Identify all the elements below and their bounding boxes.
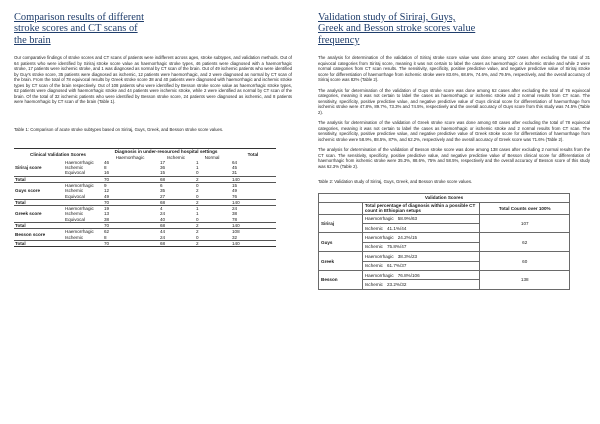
table2-title-row [319,193,570,202]
pct-value: 41.1%/44 [386,225,407,231]
cell: 35 [160,188,166,194]
cell: 45 [232,165,238,171]
pct-label: Ischemic [364,281,383,287]
cell: 16 [104,170,110,176]
cell: 46 [104,159,110,165]
table-row-total [14,240,276,246]
cell: 40 [160,216,166,222]
pct-cell [362,242,480,251]
score-label: Guys [319,233,363,252]
row-label: Haemorrhagic [64,183,102,189]
pct-label: Ischemic [364,225,383,231]
pct-label: Ischemic [364,263,383,269]
cell: 9 [102,183,158,189]
left-heading-line: stroke scores and CT scans of [14,23,138,35]
row-label: Equivocal [65,216,85,222]
table2-header-pct: Total percentage of diagnosis within a possible CT count in Ethiopian setups [362,203,480,215]
cell: 64 [232,159,238,165]
cell: 17 [160,159,166,165]
right-heading-line: Greek and Besson stroke scores value [318,23,476,35]
table1-header-scores: Clinical Validation Scores [14,149,102,160]
cell: 49 [104,193,110,199]
row-label: Haemorrhagic [64,206,102,212]
row-label: Ischemic [65,234,84,240]
cell: 70 [102,240,158,246]
table1-header-diagnosis: Diagnosis in under-resourced hospital settings [102,149,230,155]
table1-caption: Table 1: Comparison of acute stroke subtypes based on Siriraj, Guys, Greek, and Besson stroke score values. [14,126,224,132]
cell: 2 [194,240,230,246]
total-label: Total [14,223,102,229]
cell: 0 [196,170,199,176]
right-body-paragraph: The analysis for determination of the validation of Guys stroke score was done among 62 cases after excluding the total of 76 equivocal categories, meaning it was not certain to label the cases as haemorrhagic or ischemic stroke and 2 normal results from CT scan. The sensitivity, specificity, positive predictive value, and negative predictive value of Guys clinical score for differentiation of haemorrhage from ischemic stroke were 47.8%, 89.7%, 73.3% and 74.5%, respectively and the overall accuracy of Guys score from this study was 74.5% (Table 2). [318,87,590,115]
cell: 15 [230,183,276,189]
cell: 76 [232,193,238,199]
right-column [318,12,590,290]
cell: 24 [160,234,166,240]
right-body-paragraph: The analysis for determination of the validation of Siriraj stroke score value was done among 107 cases after excluding the total of 31 equivocal categories from Siriraj score, meaning it was not certain to label the cases as haemorrhagic or ischemic stroke and while 2 were normal categories from CT scan results. The sensitivity, specificity, positive predictive value, and negative predictive value of Siriraj stroke score for differentiation of haemorrhage from ischemic stroke were 83.6%, 68.6%, 74.6%, and 79.5%, respectively, and the overall accuracy of Siriraj score was 82% (Table 2). [318,55,590,83]
cell: 140 [230,199,276,205]
table-row [319,214,570,223]
cell: 0 [196,193,199,199]
total-cell: 62 [480,233,570,252]
cell: 1 [194,206,230,212]
table2-header-total: Total Counts over 100% [480,203,570,215]
pct-value: 75.8%/47 [386,244,407,250]
cell: 38 [232,211,238,217]
table2-caption: Table 2: Validation study of Siriraj, Guys, Greek, and Besson stroke score values. [318,179,473,185]
cell: 140 [230,240,276,246]
pct-value: 76.8%/106 [397,272,420,278]
score-label: Besson [319,271,363,290]
table2 [318,193,570,290]
pct-label: Haemorrhagic [364,235,394,241]
cell: 13 [104,211,110,217]
cell: 140 [230,176,276,182]
row-label: Ischemic [65,188,84,194]
pct-label: Haemorrhagic [364,272,394,278]
group-label: Siriraj score [15,165,42,171]
table-row [319,252,570,261]
cell: 24 [230,206,276,212]
cell: 2 [196,188,199,194]
group-label: Besson score [14,229,64,241]
pct-cell [362,252,480,261]
table1-header-row [14,149,276,155]
cell: 15 [160,170,166,176]
left-section-heading [14,12,292,46]
total-label: Total [14,199,102,205]
left-heading-line: the brain [14,34,51,46]
cell: 31 [232,170,238,176]
row-label: Equivocal [65,170,85,176]
cell: 24 [160,211,166,217]
table1-subheader: Normal [204,154,220,160]
right-heading-line: Validation study of Siriraj, Guys, [318,12,456,23]
table-row [319,233,570,242]
cell: 0 [194,183,230,189]
pct-value: 58.9%/63 [397,216,418,222]
cell: 1 [196,159,199,165]
cell: 4 [158,206,194,212]
cell: 38 [104,216,110,222]
cell: 140 [230,223,276,229]
pct-cell [362,233,480,242]
cell: 44 [158,229,194,235]
cell: 2 [194,223,230,229]
cell: 6 [158,183,194,189]
cell: 70 [102,199,158,205]
cell: 68 [158,176,194,182]
right-body-paragraph: The analysis for determination of the validation of Greek stroke score was done among 60 cases after excluding the total of 78 equivocal categories, meaning it was not certain to label the cases as haemorrhagic or ischemic stroke and 2 normal results from CT scan. The sensitivity, specificity, positive predictive value, and negative predictive value of Greek stroke score for differentiation of haemorrhage from ischemic stroke were 58.9%, 88.5%, 87%, and 62.2%, respectively and the overall accuracy of Greek score was 71.6% (Table 2). [318,120,590,142]
cell: 49 [232,188,238,194]
cell: 78 [232,216,238,222]
score-label: Greek [319,252,363,271]
table1 [14,148,276,247]
right-heading-line: frequency [318,34,360,46]
cell: 2 [194,229,230,235]
table2-header-row [319,203,570,215]
cell: 0 [196,234,199,240]
row-label: Haemorrhagic [65,159,94,165]
cell: 1 [196,165,199,171]
cell: 1 [196,211,199,217]
table2-title: Validation Scores [319,193,570,202]
cell: 2 [194,176,230,182]
total-cell: 60 [480,252,570,271]
row-label: Ischemic [65,211,84,217]
pct-cell [362,280,480,289]
right-section-heading [318,12,590,46]
group-label: Guys score [14,183,64,200]
total-label: Total [14,240,102,246]
total-label: Total [14,176,102,182]
table2-header-blank [319,203,363,215]
row-label: Haemorrhagic [64,229,102,235]
cell: 8 [104,165,107,171]
pct-label: Haemorrhagic [364,253,394,259]
cell: 62 [102,229,158,235]
pct-label: Ischemic [364,244,383,250]
cell: 19 [102,206,158,212]
cell: 27 [160,193,166,199]
total-cell: 138 [480,271,570,290]
table1-header-total: Total [230,149,276,160]
cell: 32 [232,234,238,240]
cell: 0 [196,216,199,222]
cell: 36 [160,165,166,171]
group-label: Greek score [14,206,64,223]
cell: 70 [102,176,158,182]
left-column [14,12,292,247]
row-label: Equivocal [65,193,85,199]
table-row [319,271,570,280]
row-label: Ischemic [65,165,84,171]
table1-subheader: Ischemic [166,154,186,160]
cell: 2 [194,199,230,205]
pct-cell [362,261,480,270]
pct-cell [362,271,480,280]
cell: 70 [102,223,158,229]
cell: 68 [158,223,194,229]
cell: 12 [104,188,110,194]
score-label: Siriraj [319,214,363,233]
pct-cell [362,214,480,223]
cell: 68 [158,240,194,246]
cell: 68 [158,199,194,205]
pct-label: Haemorrhagic [364,216,394,222]
table1-subheader: Haemorrhagic [115,154,145,160]
pct-value: 23.2%/32 [386,281,407,287]
cell: 108 [230,229,276,235]
pct-cell [362,224,480,233]
left-body-paragraph: Our comparative findings of stroke scores and CT scans of patients were indifferent across ages, stroke subtypes, and validation methods. Out of 64 patients who were identified by Siriraj stroke score value as haemorrhagic stroke types, 46 patients were diagnosed with a haemorrhagic stroke, 17 patients were ischemic stroke, and 1 was diagnosed as normal by CT scan of the brain. Out of 49 ischemic patients who were identified by Guy's stroke score, 35 patients were diagnosed as ischemic, 12 patients were haemorrhagic, and 2 were diagnosed as normal by CT scan of the brain. From the total of 78 equivocal results by Greek stroke score 38 and 40 patients were diagnosed with haemorrhagic and ischemic stroke types by CT scan of the brain respectively. Out of 108 patients who were identified by Besson stroke score value as haemorrhagic stroke types, 62 patients were diagnosed with haemorrhagic stroke and 44 patients were ischemic stroke, while 2 were identified as normal by CT scan of the brain. Of the total of 32 ischemic patients who were identified by Besson stroke score, 24 patients were diagnosed as ischemic, and 8 patients were haemorrhagic by CT scan of the brain (Table 1). [14,55,292,105]
total-cell: 107 [480,214,570,233]
pct-value: 38.3%/23 [397,253,418,259]
left-heading-line: Comparison results of different [14,12,144,23]
pct-value: 61.7%/37 [386,263,407,269]
pct-value: 24.2%/15 [397,235,418,241]
cell: 8 [104,234,107,240]
right-body-paragraph: The analysis for determination of the validation of Besson stroke score was done among 138 cases after excluding 2 normal results from the CT scan. The sensitivity, specificity, positive predictive value, and negative predictive value of Besson clinical score for differentiation of haemorrhagic from ischemic stroke were 35.3%, 88.6%, 75% and 58.5%, respectively and the overall accuracy of Besson score of this study was 62.3% (Table 2). [318,147,590,169]
